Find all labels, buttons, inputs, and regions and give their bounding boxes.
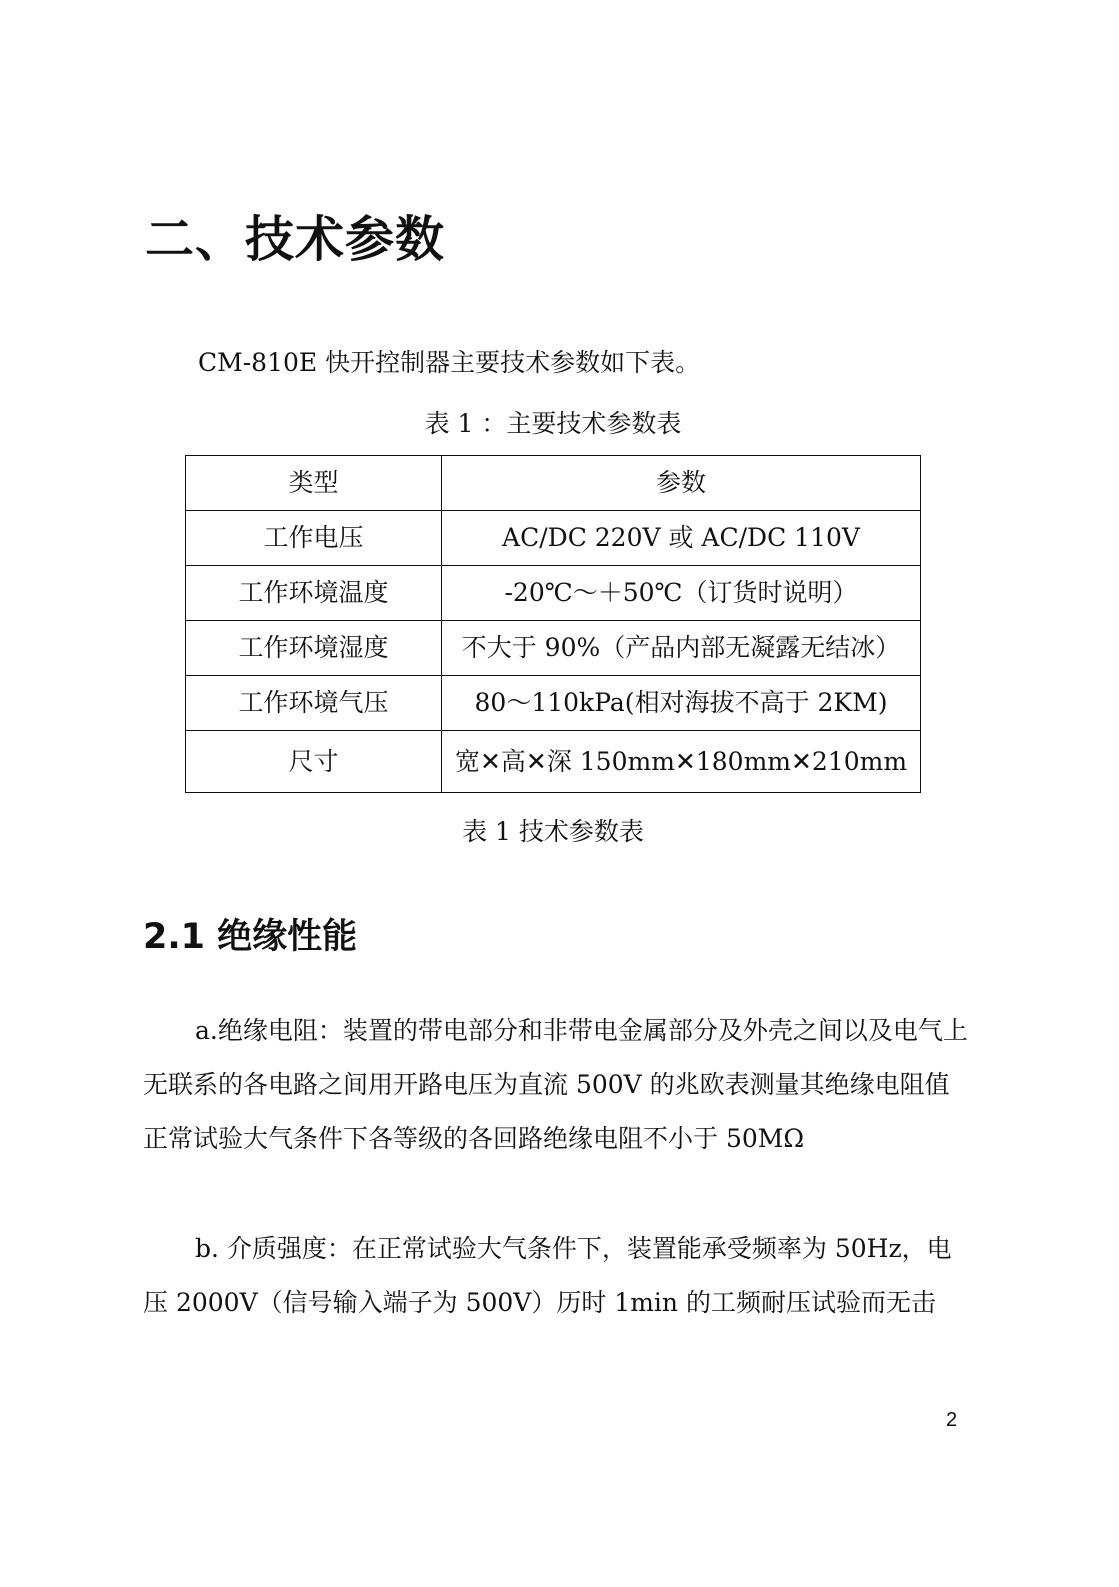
table-row [186,511,921,566]
row-label: 工作环境湿度 [186,621,442,676]
row-value: 80～110kPa(相对海拔不高于 2KM) [442,676,921,731]
paragraph-dielectric-strength: b. 介质强度：在正常试验大气条件下，装置能承受频率为 50Hz，电压 2000V（信号输入端子为 500V）历时 1min 的工频耐压试验而无击 [143,1234,952,1317]
row-value: 不大于 90%（产品内部无凝露无结冰） [442,621,921,676]
section-title: 二、技术参数 [145,211,446,268]
paragraph-insulation-resistance: a.绝缘电阻：装置的带电部分和非带电金属部分及外壳之间以及电气上无联系的各电路之间用开路电压为直流 500V 的兆欧表测量其绝缘电阻值正常试验大气条件下各等级的各回路绝缘电阻不小于 50MΩ [143,1016,968,1153]
row-label: 工作环境气压 [186,676,442,731]
subsection-title: 2.1 绝缘性能 [143,917,358,957]
parameter-table [185,455,921,793]
table-caption-top: 表 1 ：主要技术参数表 [424,409,682,438]
table-row [186,676,921,731]
row-value: AC/DC 220V 或 AC/DC 110V [442,511,921,566]
table-row [186,621,921,676]
page-number: 2 [946,1409,958,1431]
intro-text: CM-810E 快开控制器主要技术参数如下表。 [198,348,701,377]
header-type: 类型 [186,456,442,511]
row-label: 尺寸 [186,731,442,793]
row-value: 宽✕高✕深 150mm✕180mm✕210mm [442,731,921,793]
table-row [186,566,921,621]
row-label: 工作电压 [186,511,442,566]
table-row [186,731,921,793]
table-caption-bottom: 表 1 技术参数表 [462,817,644,846]
row-value: -20℃～＋50℃（订货时说明） [442,566,921,621]
header-parameter: 参数 [442,456,921,511]
table-header-row [186,456,921,511]
row-label: 工作环境温度 [186,566,442,621]
